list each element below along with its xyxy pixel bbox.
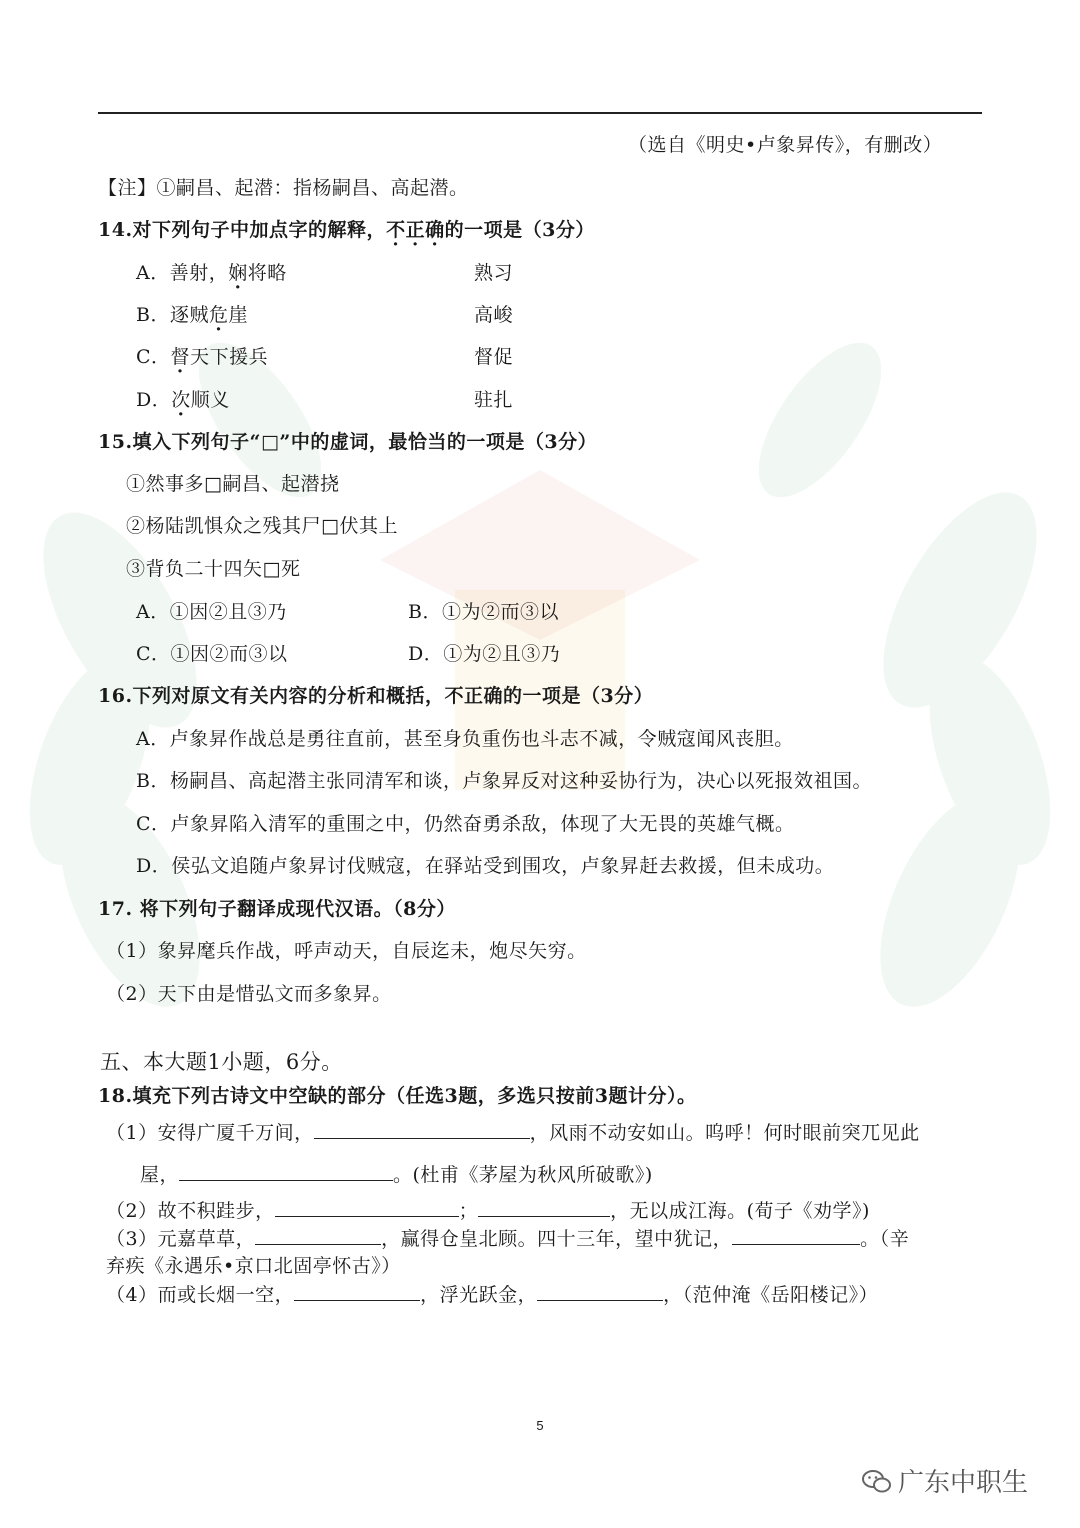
q14-option-c-meaning: 督促 xyxy=(474,346,514,368)
q16-option-b: B．杨嗣昌、高起潜主张同清军和谈，卢象昇反对这种妥协行为，决心以死报效祖国。 xyxy=(136,770,872,792)
q18-item-4 xyxy=(106,1282,878,1307)
q18-item-3 xyxy=(106,1226,909,1251)
option-prefix: B．逐贼 xyxy=(136,304,209,326)
dotted-char: 确 xyxy=(425,219,445,241)
option-prefix: D． xyxy=(136,389,172,411)
option-prefix: A．善射， xyxy=(136,262,229,284)
q14-option-d xyxy=(136,388,230,412)
answer-blank[interactable] xyxy=(314,1120,530,1139)
q15-option-b: B．①为②而③以 xyxy=(408,601,559,623)
dotted-char: 正 xyxy=(405,219,426,241)
q17-item-2: （2）天下由是惜弘文而多象昇。 xyxy=(106,983,392,1005)
q16-option-a: A．卢象昇作战总是勇往直前，甚至身负重伤也斗志不减，令贼寇闻风丧胆。 xyxy=(136,728,794,750)
q18-text: （2）故不积跬步， xyxy=(106,1200,275,1222)
q14-option-b xyxy=(136,303,248,327)
q15-option-a: A．①因②且③乃 xyxy=(136,601,287,623)
question-14-stem xyxy=(98,218,595,242)
page-number: 5 xyxy=(536,1418,544,1433)
q17-item-1: （1）象昇麾兵作战，呼声动天，自辰迄未，炮尽矢穷。 xyxy=(106,940,587,962)
q18-text: ，赢得仓皇北顾。四十三年，望中犹记， xyxy=(381,1228,733,1250)
dotted-char: 危 xyxy=(208,304,229,326)
option-prefix: C． xyxy=(136,346,171,368)
q16-option-d: D．侯弘文追随卢象昇讨伐贼寇，在驿站受到围攻，卢象昇赶去救援，但未成功。 xyxy=(136,855,835,877)
answer-blank[interactable] xyxy=(294,1282,420,1301)
source-note: （选自《明史•卢象昇传》，有删改） xyxy=(628,134,943,156)
stem-text: 的一项是（3分） xyxy=(444,219,595,241)
option-rest: 天下援兵 xyxy=(190,346,269,368)
q18-item-3-cont: 弃疾《永遇乐•京口北固亭怀古》） xyxy=(106,1255,401,1277)
section-5-title: 五、本大题1小题，6分。 xyxy=(100,1050,343,1074)
option-rest: 将略 xyxy=(247,262,287,284)
answer-blank[interactable] xyxy=(255,1226,381,1245)
q15-sentence-3: ③背负二十四矢□死 xyxy=(126,558,301,580)
q14-option-b-meaning: 高峻 xyxy=(474,304,514,326)
dotted-char: 娴 xyxy=(228,262,248,284)
q18-item-2 xyxy=(106,1198,870,1223)
question-16-stem: 16.下列对原文有关内容的分析和概括，不正确的一项是（3分） xyxy=(98,685,654,707)
header-rule xyxy=(98,112,982,114)
q15-sentence-2: ②杨陆凯惧众之残其尸□伏其上 xyxy=(126,515,398,537)
q18-text: 。（辛 xyxy=(860,1228,910,1250)
q15-option-d: D．①为②且③乃 xyxy=(408,643,561,665)
q18-text: （1）安得广厦千万间， xyxy=(106,1122,314,1144)
q18-text: ； xyxy=(458,1200,479,1222)
option-rest: 崖 xyxy=(228,304,248,326)
brand-watermark xyxy=(862,1462,1028,1499)
dotted-char: 次 xyxy=(171,389,191,411)
q15-option-c: C．①因②而③以 xyxy=(136,643,288,665)
dotted-char: 督 xyxy=(170,346,191,368)
q15-sentence-1: ①然事多□嗣昌、起潜挠 xyxy=(126,473,340,495)
brand-text: 广东中职生 xyxy=(898,1467,1029,1497)
answer-blank[interactable] xyxy=(732,1226,860,1245)
annotation-note: 【注】①嗣昌、起潜：指杨嗣昌、高起潜。 xyxy=(98,177,469,199)
q14-option-c xyxy=(136,345,268,369)
question-15-stem: 15.填入下列句子“□”中的虚词，最恰当的一项是（3分） xyxy=(98,431,598,453)
q18-text: ，（范仲淹《岳阳楼记》） xyxy=(663,1284,879,1306)
answer-blank[interactable] xyxy=(537,1282,663,1301)
q18-text: ，无以成江海。(荀子《劝学》) xyxy=(610,1200,870,1222)
q18-text: （3）元嘉草草， xyxy=(106,1228,256,1250)
q18-text: 屋， xyxy=(140,1164,180,1186)
wechat-icon xyxy=(862,1469,892,1495)
stem-text: 14.对下列句子中加点字的解释， xyxy=(98,219,387,241)
q18-text: ，浮光跃金， xyxy=(420,1284,538,1306)
answer-blank[interactable] xyxy=(478,1198,610,1217)
q14-option-d-meaning: 驻扎 xyxy=(474,389,514,411)
q18-text: ，风雨不动安如山。呜呼！何时眼前突兀见此 xyxy=(529,1122,920,1144)
q18-item-1-cont xyxy=(140,1162,653,1187)
q14-option-a-meaning: 熟习 xyxy=(474,262,514,284)
option-rest: 顺义 xyxy=(190,389,230,411)
q18-text: （4）而或长烟一空， xyxy=(106,1284,295,1306)
q18-item-1 xyxy=(106,1120,920,1145)
q14-option-a xyxy=(136,261,287,285)
question-18-stem: 18.填充下列古诗文中空缺的部分（任选3题，多选只按前3题计分）。 xyxy=(98,1085,697,1107)
answer-blank[interactable] xyxy=(275,1198,459,1217)
q18-text: 。(杜甫《茅屋为秋风所破歌》) xyxy=(393,1164,653,1186)
dotted-char: 不 xyxy=(386,219,406,241)
answer-blank[interactable] xyxy=(179,1162,393,1181)
question-17-stem: 17. 将下列句子翻译成现代汉语。（8分） xyxy=(98,898,456,920)
q16-option-c: C．卢象昇陷入清军的重围之中，仍然奋勇杀敌，体现了大无畏的英雄气概。 xyxy=(136,813,795,835)
